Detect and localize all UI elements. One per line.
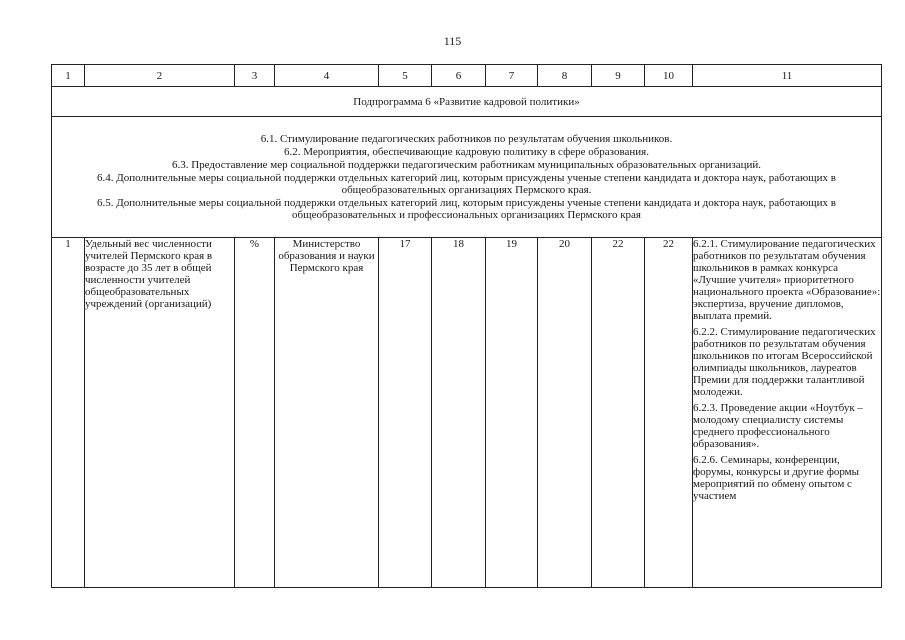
activities-cell — [693, 238, 882, 588]
activity-item: 6.2.2. Стимулирование педагогических работников по результатам обучения школьников по итогам Всероссийской олимпиады школьников, лауреатов Премии для поддержки талантливой молодежи. — [693, 326, 876, 398]
column-number: 6 — [432, 65, 486, 87]
column-number: 9 — [592, 65, 645, 87]
activity-item: 6.2.3. Проведение акции «Ноутбук – молодому специалисту системы среднего профессионального образования». — [693, 402, 863, 450]
activity-item: 6.2.6. Семинары, конференции, форумы, конкурсы и другие формы мероприятий по обмену опытом с участием — [693, 454, 860, 502]
column-number: 3 — [235, 65, 275, 87]
indicator-value: 22 — [592, 238, 645, 588]
column-number: 2 — [85, 65, 235, 87]
column-number: 5 — [379, 65, 432, 87]
indicator-value: 22 — [645, 238, 693, 588]
column-number-row — [52, 65, 882, 87]
indicator-name: Удельный вес численности учителей Пермского края в возрасте до 35 лет в общей численности учителей общеобразовательных учреждений (организаций) — [85, 238, 235, 588]
column-number: 7 — [486, 65, 538, 87]
indicator-value: 17 — [379, 238, 432, 588]
goal-item: 6.3. Предоставление мер социальной поддержки педагогическим работникам муниципальных образовательных организаций. — [171, 159, 762, 171]
program-table — [51, 64, 882, 588]
goal-item: 6.2. Мероприятия, обеспечивающие кадровую политику в сфере образования. — [284, 146, 649, 158]
goal-item: 6.1. Стимулирование педагогических работников по результатам обучения школьников. — [260, 133, 673, 145]
table-row — [52, 238, 882, 588]
goal-item: 6.4. Дополнительные меры социальной поддержки отдельных категорий лиц, которым присуждены ученые степени кандидата и доктора наук, работающих в общеобразовательных организациях Пермского края. — [97, 172, 836, 196]
goal-item: 6.5. Дополнительные меры социальной поддержки отдельных категорий лиц, которым присуждены ученые степени кандидата и доктора наук, работающих в общеобразовательных и профессиональных организациях Пермского края — [97, 197, 836, 221]
page-number: 115 — [443, 34, 462, 48]
column-number: 11 — [693, 65, 882, 87]
indicator-value: 19 — [486, 238, 538, 588]
column-number: 1 — [52, 65, 85, 87]
subprogram-row — [52, 87, 882, 117]
row-number: 1 — [52, 238, 85, 588]
column-number: 10 — [645, 65, 693, 87]
executor: Министерство образования и науки Пермского края — [275, 238, 379, 588]
column-number: 4 — [275, 65, 379, 87]
indicator-value: 18 — [432, 238, 486, 588]
unit-of-measure: % — [235, 238, 275, 588]
subprogram-title: Подпрограмма 6 «Развитие кадровой политики» — [52, 87, 882, 117]
goals-row — [52, 117, 882, 238]
goals-cell — [52, 117, 882, 238]
column-number: 8 — [538, 65, 592, 87]
activity-item: 6.2.1. Стимулирование педагогических работников по результатам обучения школьников в рамках конкурса «Лучшие учителя» приоритетного национального проекта «Образование»: экспертиза, вручение дипломов, выплата премий. — [693, 238, 881, 322]
indicator-value: 20 — [538, 238, 592, 588]
